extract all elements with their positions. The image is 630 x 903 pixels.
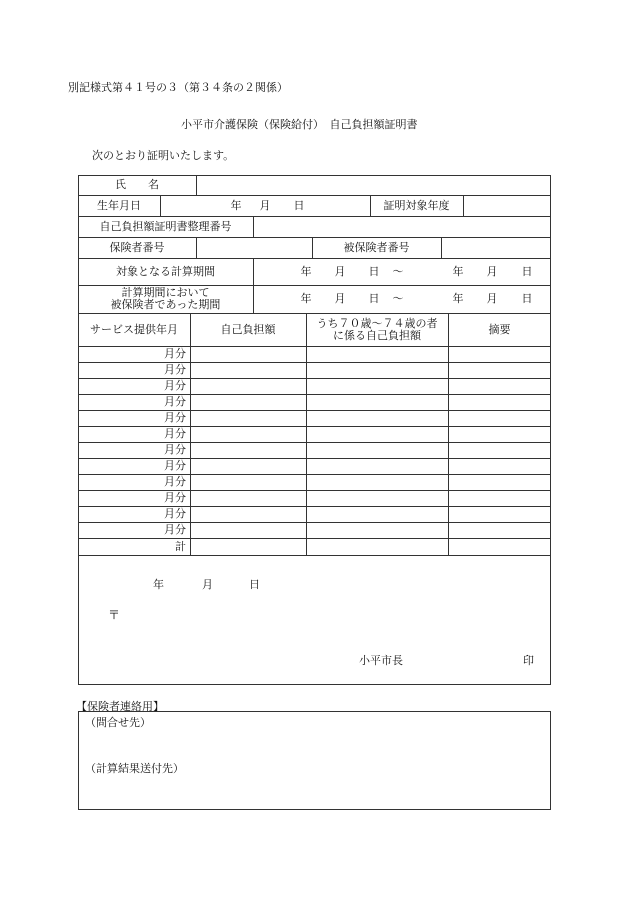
ins-from-day: 日 (368, 292, 380, 305)
cert-number-label: 自己負担額証明書整理番号 (99, 219, 232, 233)
calc-period-label: 対象となる計算期間 (116, 264, 215, 278)
table-row: 月分 (164, 459, 186, 472)
calc-to-year: 年 (452, 264, 464, 278)
table-row: 月分 (164, 347, 186, 360)
insured-number-label: 被保険者番号 (343, 240, 410, 254)
table-row: 月分 (164, 523, 186, 536)
contact-heading: 【保険者連絡用】 (76, 700, 164, 713)
cert-number-field[interactable] (254, 217, 550, 237)
name-label: 氏 名 (115, 178, 159, 191)
table-row: 月分 (164, 491, 186, 504)
send-to-label: （計算結果送付先） (85, 762, 184, 775)
birth-day-unit: 日 (293, 198, 305, 212)
issue-day-unit: 日 (249, 578, 260, 591)
calc-to-day: 日 (521, 264, 533, 278)
insurer-number-label: 保険者番号 (109, 240, 165, 254)
cert-year-field[interactable] (464, 196, 550, 216)
seal-mark: 印 (523, 654, 534, 667)
birth-year-unit: 年 (230, 198, 242, 212)
header-self-pay: 自己負担額 (220, 322, 276, 336)
header-service-month: サービス提供年月 (90, 322, 178, 336)
insurer-number-field[interactable] (197, 238, 312, 258)
insured-period-line1: 計算期間において (121, 286, 210, 299)
table-row: 月分 (164, 443, 186, 456)
ins-to-year: 年 (452, 292, 464, 305)
form-number: 別記様式第４１号の３（第３４条の２関係） (68, 81, 288, 94)
table-row: 月分 (164, 507, 186, 520)
inquiry-label: （問合せ先） (85, 716, 151, 729)
name-field[interactable] (197, 176, 550, 195)
insured-period-label (78, 285, 253, 313)
ins-to-month: 月 (486, 292, 498, 305)
header-age-line2: に係る自己負担額 (333, 328, 421, 342)
table-row: 月分 (164, 363, 186, 376)
postal-mark: 〒 (108, 608, 121, 622)
page-title: 小平市介護保険（保険給付） 自己負担額証明書 (181, 118, 418, 131)
total-row: 計 (175, 539, 186, 553)
issue-year-unit: 年 (153, 578, 164, 591)
cert-year-label: 証明対象年度 (383, 198, 450, 212)
insured-period-line2: 被保険者であった期間 (110, 298, 221, 311)
table-row: 月分 (164, 395, 186, 408)
table-row: 月分 (164, 427, 186, 440)
calc-from-month: 月 (334, 264, 346, 278)
table-row: 月分 (164, 411, 186, 424)
ins-from-year: 年 (300, 292, 312, 305)
ins-from-month: 月 (334, 292, 346, 305)
calc-to-month: 月 (486, 264, 498, 278)
header-age-line1: うち７０歳～７４歳の者 (316, 316, 438, 330)
table-row: 月分 (164, 475, 186, 488)
calc-tilde: ～ (392, 264, 404, 278)
calc-from-year: 年 (300, 264, 312, 278)
calc-from-day: 日 (368, 264, 380, 278)
birth-month-unit: 月 (259, 198, 271, 212)
ins-to-day: 日 (521, 292, 533, 305)
issue-month-unit: 月 (202, 578, 213, 591)
birthdate-label: 生年月日 (97, 198, 141, 212)
header-age-70-74 (306, 313, 448, 346)
insured-number-field[interactable] (442, 238, 550, 258)
ins-tilde: ～ (392, 292, 404, 305)
table-row: 月分 (164, 379, 186, 392)
header-remarks: 摘要 (488, 322, 511, 336)
mayor-label: 小平市長 (359, 654, 403, 667)
intro-text: 次のとおり証明いたします。 (92, 149, 235, 162)
